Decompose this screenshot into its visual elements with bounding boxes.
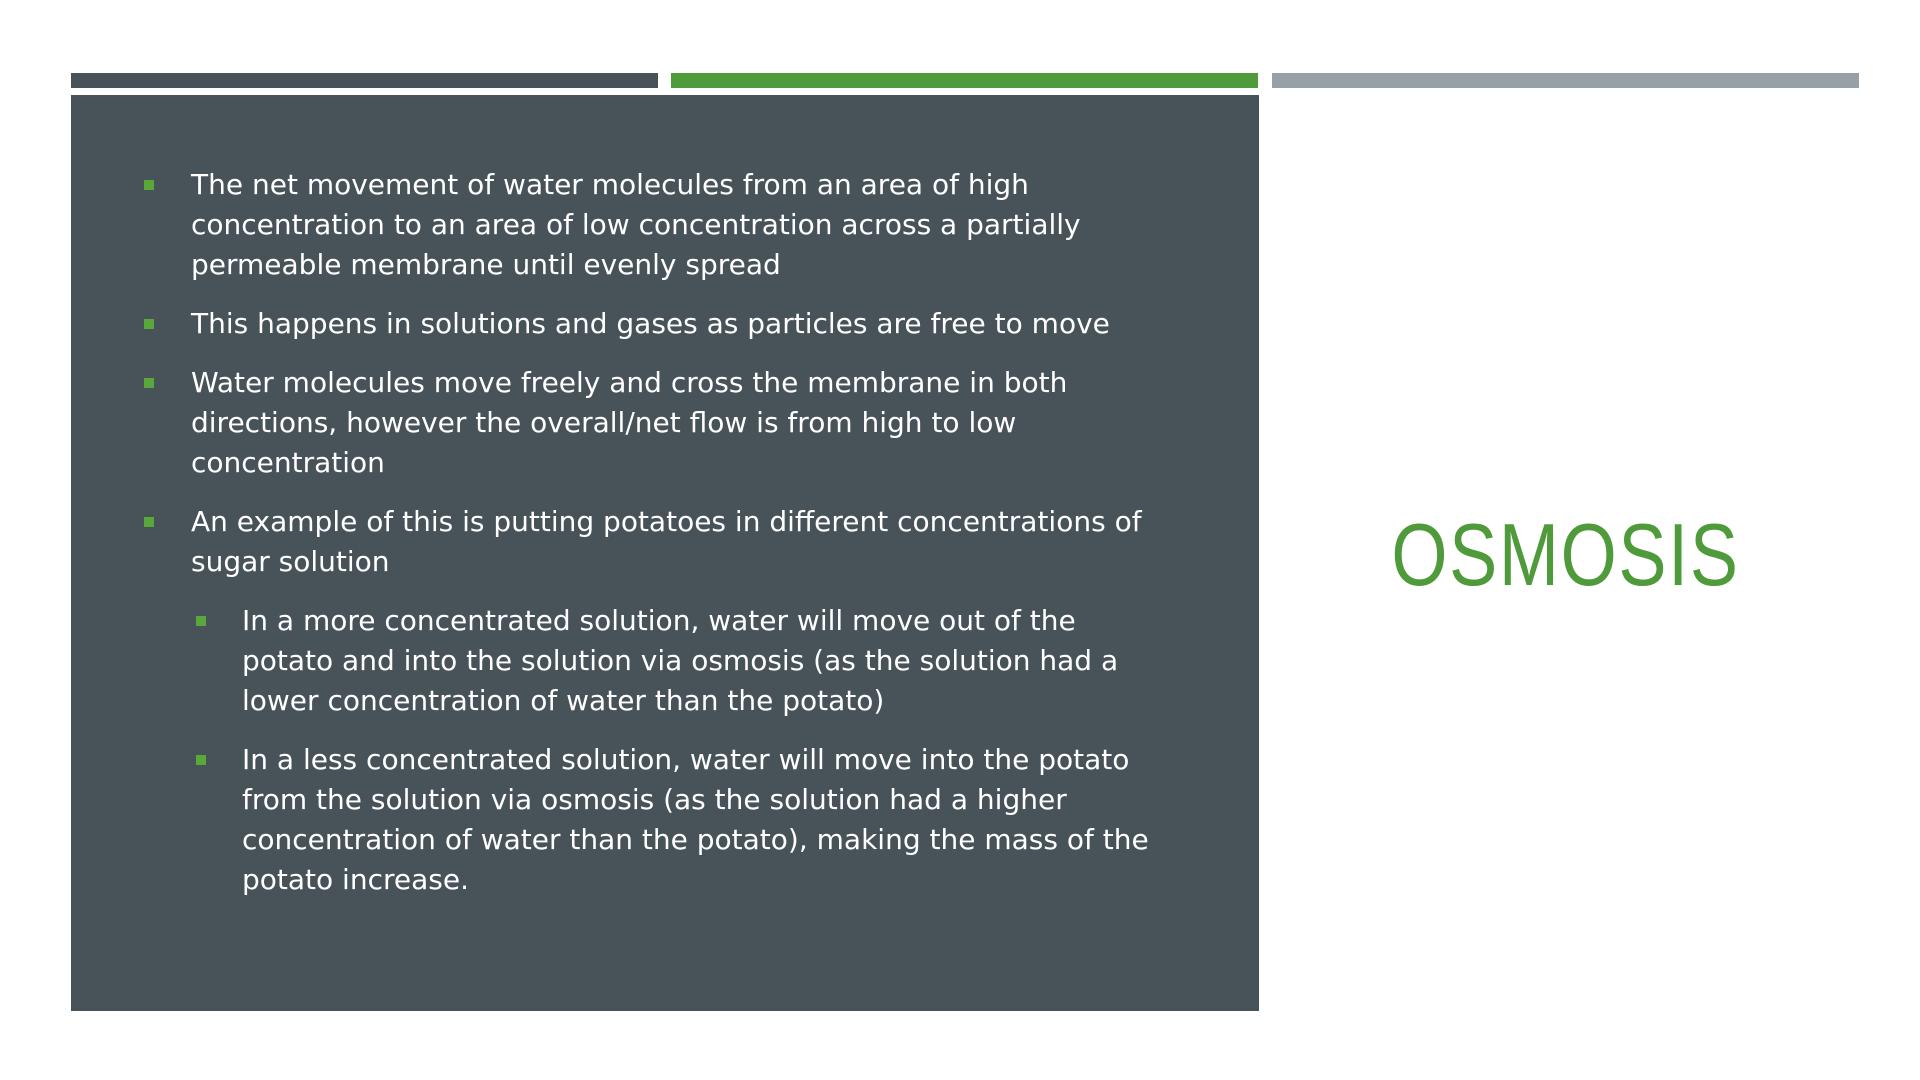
- square-bullet-icon: [144, 378, 154, 388]
- bullet-item: [141, 165, 1169, 285]
- sub-bullet-item: [191, 740, 1169, 900]
- bullet-item: [141, 363, 1169, 483]
- bullet-text: An example of this is putting potatoes in different concentrations of sugar solution: [191, 505, 1142, 578]
- content-panel: [71, 95, 1259, 1011]
- bullet-item: [141, 502, 1169, 900]
- square-bullet-icon: [144, 517, 154, 527]
- sub-bullet-text: In a less concentrated solution, water will move into the potato from the solution via osmosis (as the solution had a higher concentration of water than the potato), making the mass of the potato increase.: [242, 743, 1149, 896]
- square-bullet-icon: [144, 180, 154, 190]
- square-bullet-icon: [196, 616, 206, 626]
- slide-title: OSMOSIS: [1391, 505, 1740, 604]
- accent-bar-gray: [1272, 73, 1859, 88]
- bullet-text: This happens in solutions and gases as particles are free to move: [191, 307, 1110, 340]
- accent-bar-dark: [71, 73, 658, 88]
- sub-bullet-text: In a more concentrated solution, water will move out of the potato and into the solution via osmosis (as the solution had a lower concentration of water than the potato): [242, 604, 1119, 717]
- square-bullet-icon: [144, 319, 154, 329]
- square-bullet-icon: [196, 755, 206, 765]
- bullet-item: [141, 304, 1169, 344]
- bullet-text: The net movement of water molecules from an area of high concentration to an area of low concentration across a partially permeable membrane until evenly spread: [191, 168, 1081, 281]
- sub-bullet-list: [191, 601, 1169, 900]
- bullet-list: [141, 165, 1169, 900]
- accent-bar-green: [671, 73, 1258, 88]
- sub-bullet-item: [191, 601, 1169, 721]
- bullet-text: Water molecules move freely and cross the membrane in both directions, however the overall/net flow is from high to low concentration: [191, 366, 1068, 479]
